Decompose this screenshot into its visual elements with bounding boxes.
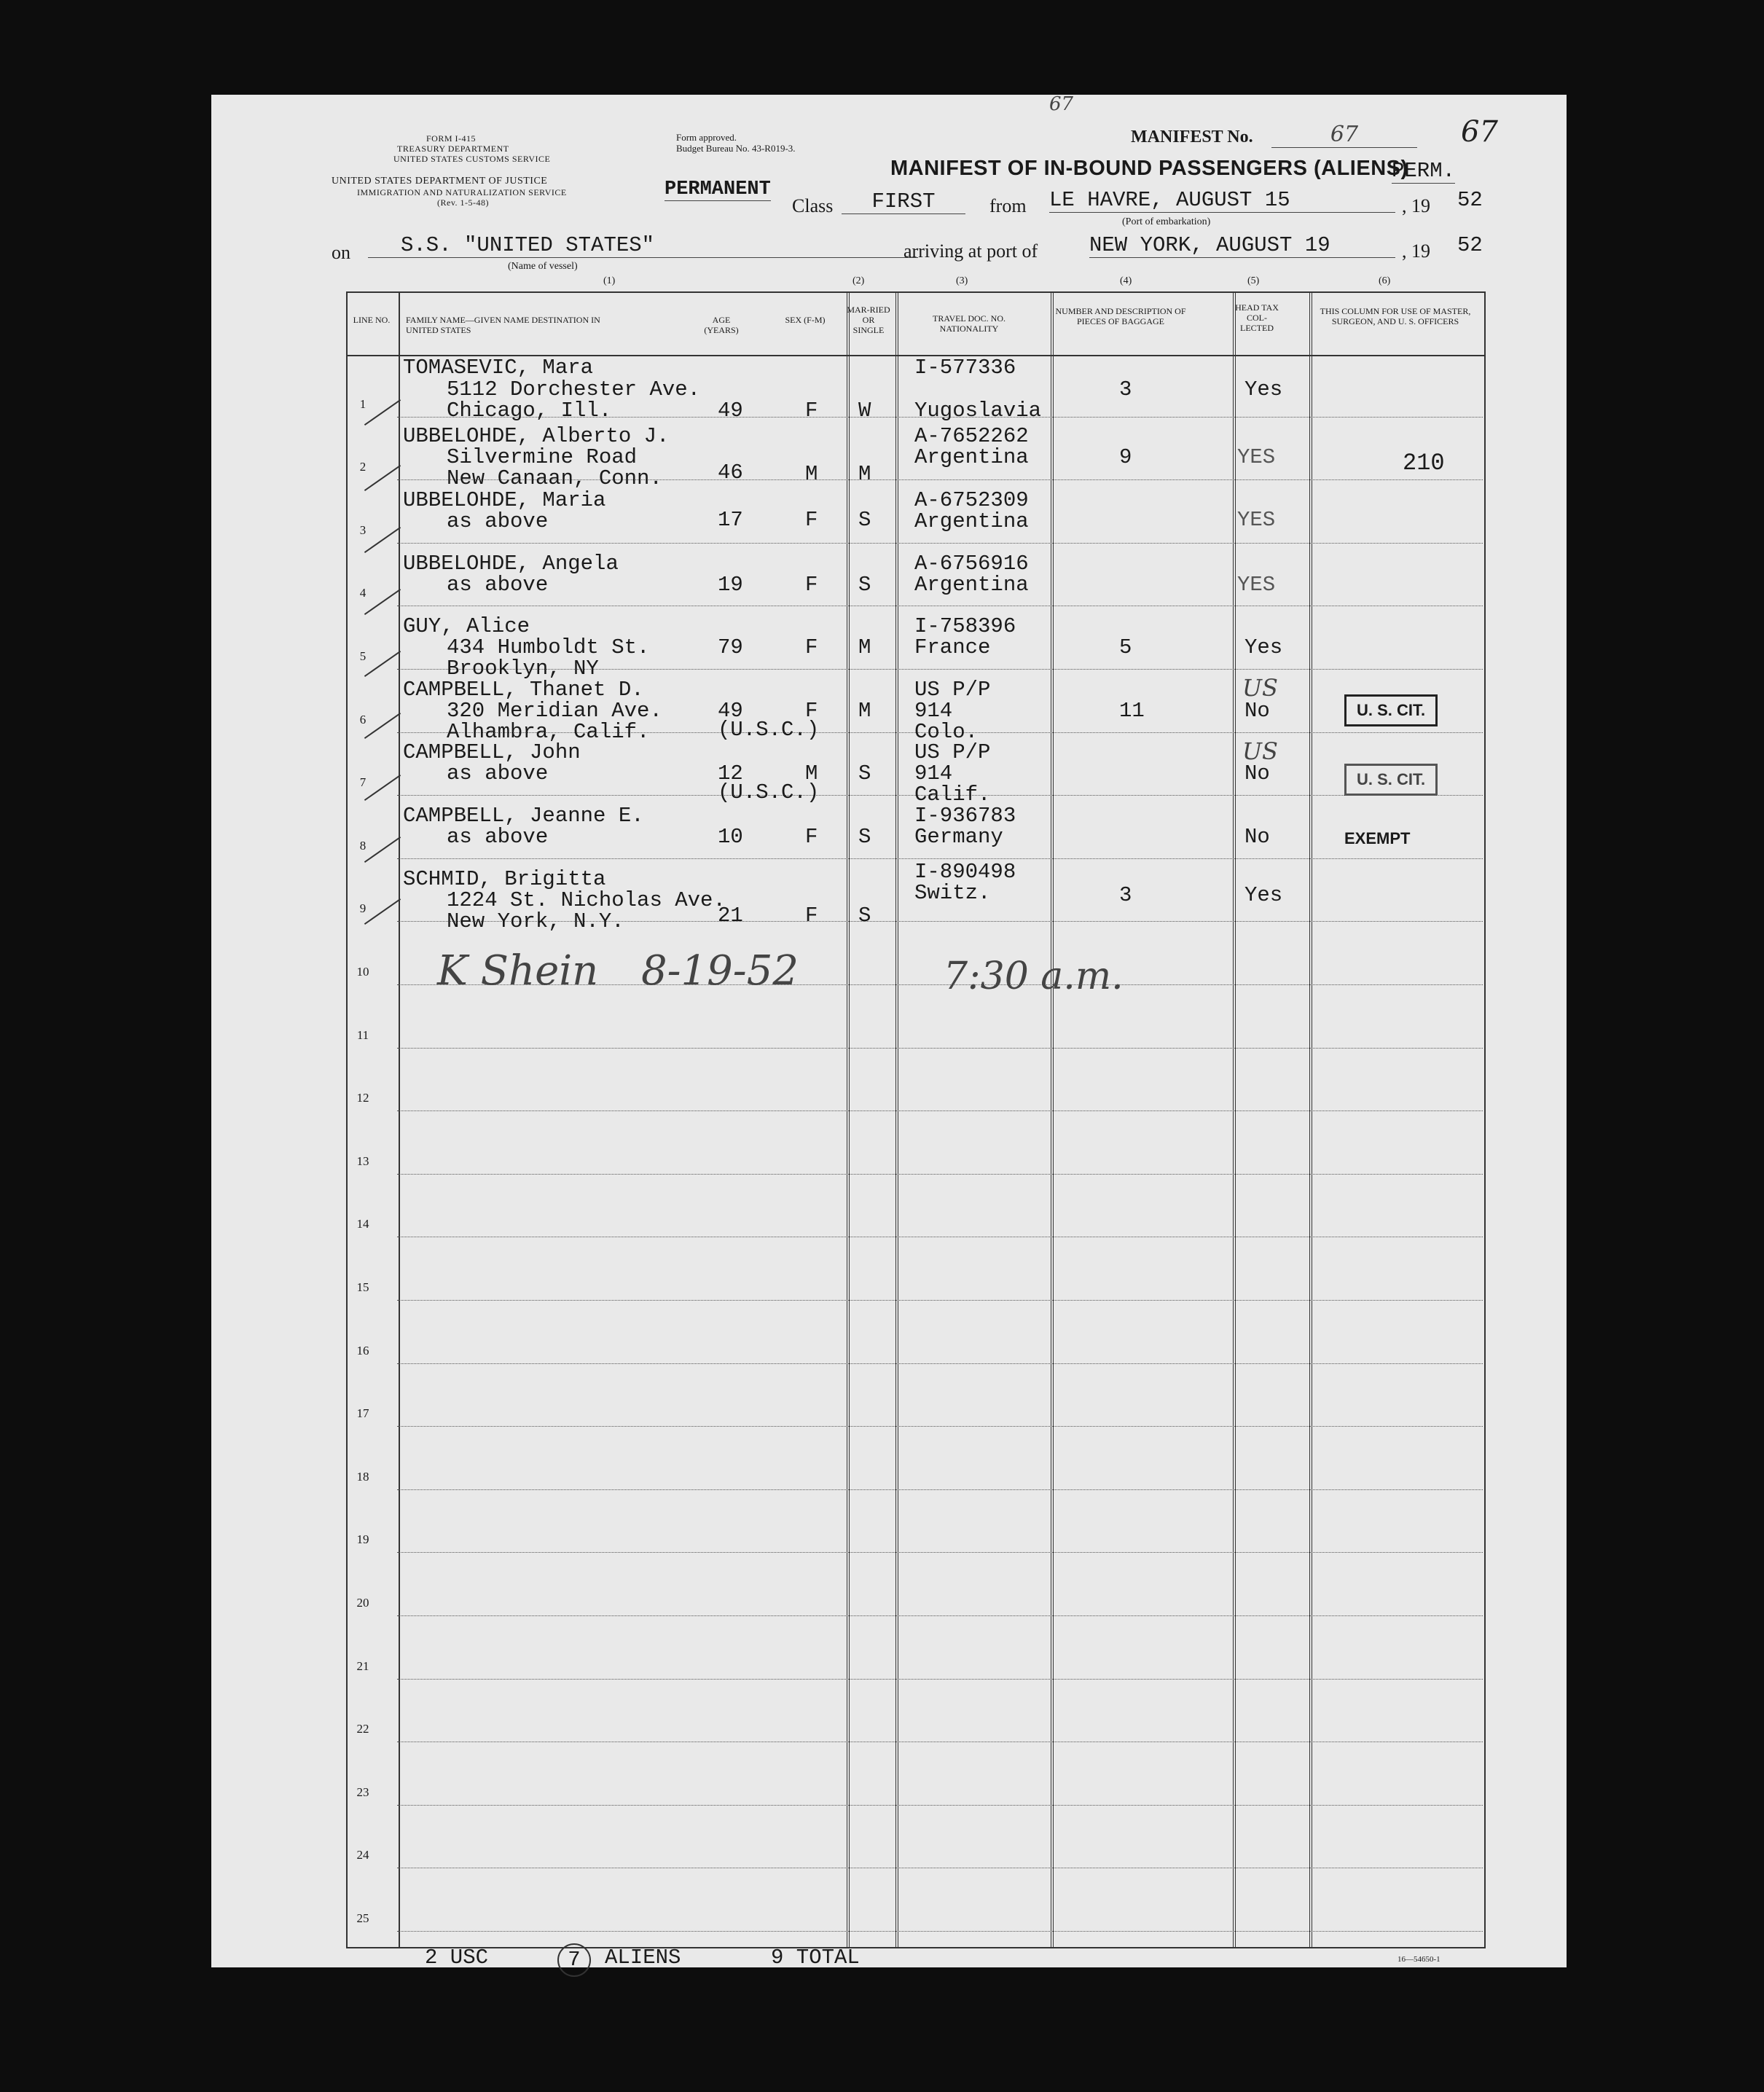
line-number: 10: [356, 965, 369, 979]
line-number: 20: [356, 1596, 369, 1610]
passenger-name: CAMPBELL, Thanet D.: [403, 678, 644, 702]
permanent-label: PERMANENT: [665, 179, 771, 200]
passport-state: Calif.: [914, 783, 991, 807]
form-number: FORM I-415: [426, 133, 477, 144]
baggage-count: 11: [1119, 699, 1145, 723]
line-number: 1: [359, 396, 366, 411]
head-tax: YES: [1237, 445, 1276, 469]
line-number: 16: [356, 1343, 369, 1358]
travel-doc: I-577336: [914, 356, 1016, 380]
port-caption: (Port of embarkation): [1122, 216, 1211, 227]
handwritten-us: US: [1242, 737, 1278, 765]
manifest-number-corner: 67: [1461, 115, 1498, 149]
total-count: 9 TOTAL: [771, 1946, 860, 1970]
column-divider: [1051, 293, 1054, 1947]
passenger-marital: M: [858, 462, 871, 486]
col-head-baggage: NUMBER AND DESCRIPTION OF PIECES OF BAGGAGE: [1055, 306, 1186, 326]
us-citizen-stamp: U. S. CIT.: [1344, 694, 1438, 726]
col-head-tax: HEAD TAX COL-LECTED: [1235, 302, 1279, 333]
head-tax: Yes: [1244, 635, 1283, 659]
year-prefix: , 19: [1402, 195, 1430, 216]
passenger-age: 46: [718, 461, 743, 485]
vessel-name: S.S. "UNITED STATES": [368, 233, 918, 258]
col-head-line-no: LINE NO.: [353, 315, 391, 325]
year-arrival: 52: [1457, 233, 1483, 257]
passenger-age: 17: [718, 508, 743, 532]
column-divider: [1233, 293, 1236, 1947]
line-number: 15: [356, 1280, 369, 1294]
ins-service: IMMIGRATION AND NATURALIZATION SERVICE: [357, 187, 567, 197]
port-of-embarkation: LE HAVRE, AUGUST 15: [1049, 188, 1395, 213]
line-number: 18: [356, 1469, 369, 1484]
passenger-sex: M: [805, 462, 818, 486]
col-number-5: (5): [1247, 275, 1260, 286]
line-number: 2: [359, 460, 366, 474]
passenger-marital: S: [858, 573, 871, 597]
nationality: Switz.: [914, 881, 991, 905]
travel-doc: A-7652262: [914, 424, 1029, 448]
head-tax: Yes: [1244, 377, 1283, 401]
line-number: 24: [356, 1848, 369, 1862]
passenger-age: 49: [718, 699, 743, 723]
baggage-count: 3: [1119, 377, 1132, 401]
passenger-sex: F: [805, 573, 818, 597]
passenger-address: as above: [447, 825, 549, 849]
passenger-name: UBBELOHDE, Angela: [403, 552, 619, 576]
passenger-marital: S: [858, 904, 871, 928]
usc-count: 2 USC: [425, 1946, 489, 1970]
passenger-city: Alhambra, Calif.: [447, 720, 650, 744]
nationality: France: [914, 635, 991, 659]
passenger-age: 79: [718, 635, 743, 659]
line-number: 25: [356, 1911, 369, 1925]
row-rule: [397, 1552, 1483, 1553]
year-prefix-arrival: , 19: [1402, 240, 1430, 262]
line-number: 22: [356, 1722, 369, 1736]
print-code: 16—54650-1: [1398, 1955, 1440, 1964]
passenger-address: 1224 St. Nicholas Ave.: [447, 888, 726, 912]
passenger-name: UBBELOHDE, Maria: [403, 488, 606, 512]
exempt-stamp: EXEMPT: [1344, 829, 1411, 847]
row-rule: [397, 1363, 1483, 1364]
aliens-label: ALIENS: [605, 1946, 681, 1970]
col-number-2: (2): [852, 275, 865, 286]
handwritten-date: 8-19-52: [641, 947, 799, 995]
line-number: 19: [356, 1532, 369, 1547]
head-tax: YES: [1237, 573, 1276, 597]
line-number: 7: [359, 775, 366, 790]
col-number-6: (6): [1379, 275, 1391, 286]
line-number: 17: [356, 1406, 369, 1421]
revision: (Rev. 1-5-48): [437, 197, 490, 208]
manifest-label: MANIFEST No.: [1131, 128, 1253, 146]
row-rule: [397, 1174, 1483, 1175]
passenger-age: 19: [718, 573, 743, 597]
baggage-count: 5: [1119, 635, 1132, 659]
budget-bureau: Budget Bureau No. 43-R019-3.: [676, 143, 796, 154]
travel-doc: US P/P: [914, 740, 991, 764]
travel-doc: I-890498: [914, 860, 1016, 884]
line-number: 6: [359, 712, 366, 726]
passenger-address: as above: [447, 573, 549, 597]
head-tax: No: [1244, 699, 1270, 723]
passenger-sex: F: [805, 399, 818, 423]
passenger-address: as above: [447, 509, 549, 533]
line-number: 21: [356, 1658, 369, 1673]
row-rule: [397, 858, 1483, 859]
handwritten-us: US: [1242, 674, 1278, 702]
handwritten-signature: K Shein: [437, 947, 599, 995]
passenger-name: CAMPBELL, Jeanne E.: [403, 804, 644, 828]
passenger-marital: S: [858, 761, 871, 786]
passport-number: 914: [914, 761, 953, 786]
passenger-address: 320 Meridian Ave.: [447, 699, 662, 723]
line-number: 5: [359, 649, 366, 663]
row-rule: [397, 1300, 1483, 1301]
perm-marker: PERM.: [1392, 159, 1456, 183]
line-number: 8: [359, 838, 366, 853]
manifest-title: MANIFEST OF IN-BOUND PASSENGERS (ALIENS): [890, 157, 1408, 180]
passenger-address: Silvermine Road: [447, 445, 638, 469]
passenger-marital: M: [858, 635, 871, 659]
manifest-number-annotation: 67: [1049, 93, 1074, 115]
treasury-dept: TREASURY DEPARTMENT: [397, 144, 509, 154]
citizen-note: (U.S.C.): [718, 718, 820, 742]
row-rule: [397, 1426, 1483, 1427]
travel-doc: A-6752309: [914, 488, 1029, 512]
passenger-name: TOMASEVIC, Mara: [403, 356, 594, 380]
passenger-city: Chicago, Ill.: [447, 399, 612, 423]
passenger-sex: F: [805, 904, 818, 928]
line-number: 12: [356, 1091, 369, 1105]
column-divider: [1309, 293, 1312, 1947]
column-divider: [895, 293, 898, 1947]
travel-doc: US P/P: [914, 678, 991, 702]
row-rule: [397, 1110, 1483, 1111]
class-label: Class: [792, 195, 834, 216]
head-tax: YES: [1237, 508, 1276, 532]
column-divider: [847, 293, 850, 1947]
passenger-sex: F: [805, 508, 818, 532]
manifest-number: 67: [1271, 122, 1417, 148]
passenger-city: New York, N.Y.: [447, 909, 624, 933]
nationality: Argentina: [914, 509, 1029, 533]
passenger-age: 10: [718, 825, 743, 849]
passenger-age: 21: [718, 904, 743, 928]
passenger-city: New Canaan, Conn.: [447, 466, 662, 490]
passport-state: Colo.: [914, 720, 979, 744]
row-rule: [397, 1805, 1483, 1806]
passenger-name: SCHMID, Brigitta: [403, 867, 606, 891]
line-number: 23: [356, 1785, 369, 1799]
col-head-married: MAR-RIED OR SINGLE: [847, 305, 890, 335]
passenger-sex: F: [805, 635, 818, 659]
class-value: FIRST: [842, 189, 965, 214]
travel-doc: A-6756916: [914, 552, 1029, 576]
aliens-count-circled: 7: [557, 1943, 591, 1977]
arriving-label: arriving at port of: [903, 240, 1038, 262]
from-label: from: [989, 195, 1027, 216]
travel-doc: I-936783: [914, 804, 1016, 828]
passenger-sex: F: [805, 699, 818, 723]
head-tax: No: [1244, 761, 1270, 786]
col-number-1: (1): [603, 275, 616, 286]
passenger-sex: F: [805, 825, 818, 849]
col-head-sex: SEX (F-M): [785, 315, 826, 325]
row-rule: [397, 543, 1483, 544]
us-citizen-stamp: U. S. CIT.: [1344, 764, 1438, 796]
passenger-marital: M: [858, 699, 871, 723]
col-head-travel: TRAVEL DOC. NO. NATIONALITY: [932, 313, 1006, 334]
row-rule: [397, 1679, 1483, 1680]
row-rule: [397, 1048, 1483, 1049]
passenger-address: 5112 Dorchester Ave.: [447, 377, 701, 401]
passenger-age: 12: [718, 761, 743, 786]
passenger-marital: W: [858, 399, 871, 423]
travel-doc: I-758396: [914, 614, 1016, 638]
row-rule: [397, 1931, 1483, 1932]
form-approved: Form approved.: [676, 132, 737, 143]
nationality: Yugoslavia: [914, 399, 1042, 423]
citizen-note: (U.S.C.): [718, 780, 820, 804]
year-embarkation: 52: [1457, 188, 1483, 212]
nationality: Argentina: [914, 573, 1029, 597]
passenger-name: GUY, Alice: [403, 614, 530, 638]
row-rule: [397, 1615, 1483, 1616]
passenger-address: 434 Humboldt St.: [447, 635, 650, 659]
col-number-4: (4): [1120, 275, 1132, 286]
passenger-age: 49: [718, 399, 743, 423]
line-number: 3: [359, 522, 366, 537]
nationality: Argentina: [914, 445, 1029, 469]
nationality: Germany: [914, 825, 1003, 849]
customs-service: UNITED STATES CUSTOMS SERVICE: [393, 154, 551, 164]
line-number: 11: [356, 1027, 369, 1042]
officer-note: 210: [1403, 450, 1445, 477]
port-of-arrival: NEW YORK, AUGUST 19: [1089, 233, 1395, 258]
column-divider: [399, 293, 400, 1947]
col-head-officers: THIS COLUMN FOR USE OF MASTER, SURGEON, AND U. S. OFFICERS: [1320, 306, 1471, 326]
head-tax: Yes: [1244, 883, 1283, 907]
on-label: on: [332, 242, 350, 263]
col-number-3: (3): [956, 275, 968, 286]
col-head-name: FAMILY NAME—GIVEN NAME DESTINATION IN UNITED STATES: [406, 315, 600, 335]
baggage-count: 9: [1119, 445, 1132, 469]
line-number: 9: [359, 901, 366, 916]
line-number: 4: [359, 586, 366, 600]
handwritten-time: 7:30 a.m.: [944, 955, 1124, 998]
passenger-table: [346, 291, 1486, 1948]
row-rule: [397, 1489, 1483, 1490]
passenger-sex: M: [805, 761, 818, 786]
vessel-caption: (Name of vessel): [508, 261, 578, 272]
head-tax: No: [1244, 825, 1270, 849]
line-number: 13: [356, 1153, 369, 1168]
passenger-address: as above: [447, 761, 549, 786]
justice-dept: UNITED STATES DEPARTMENT OF JUSTICE: [332, 176, 548, 187]
passenger-marital: S: [858, 825, 871, 849]
passenger-name: CAMPBELL, John: [403, 740, 581, 764]
passport-number: 914: [914, 699, 953, 723]
passenger-name: UBBELOHDE, Alberto J.: [403, 424, 670, 448]
baggage-count: 3: [1119, 883, 1132, 907]
passenger-marital: S: [858, 508, 871, 532]
col-head-age: AGE (YEARS): [704, 315, 739, 335]
passenger-city: Brooklyn, NY: [447, 657, 599, 681]
line-number: 14: [356, 1217, 369, 1231]
